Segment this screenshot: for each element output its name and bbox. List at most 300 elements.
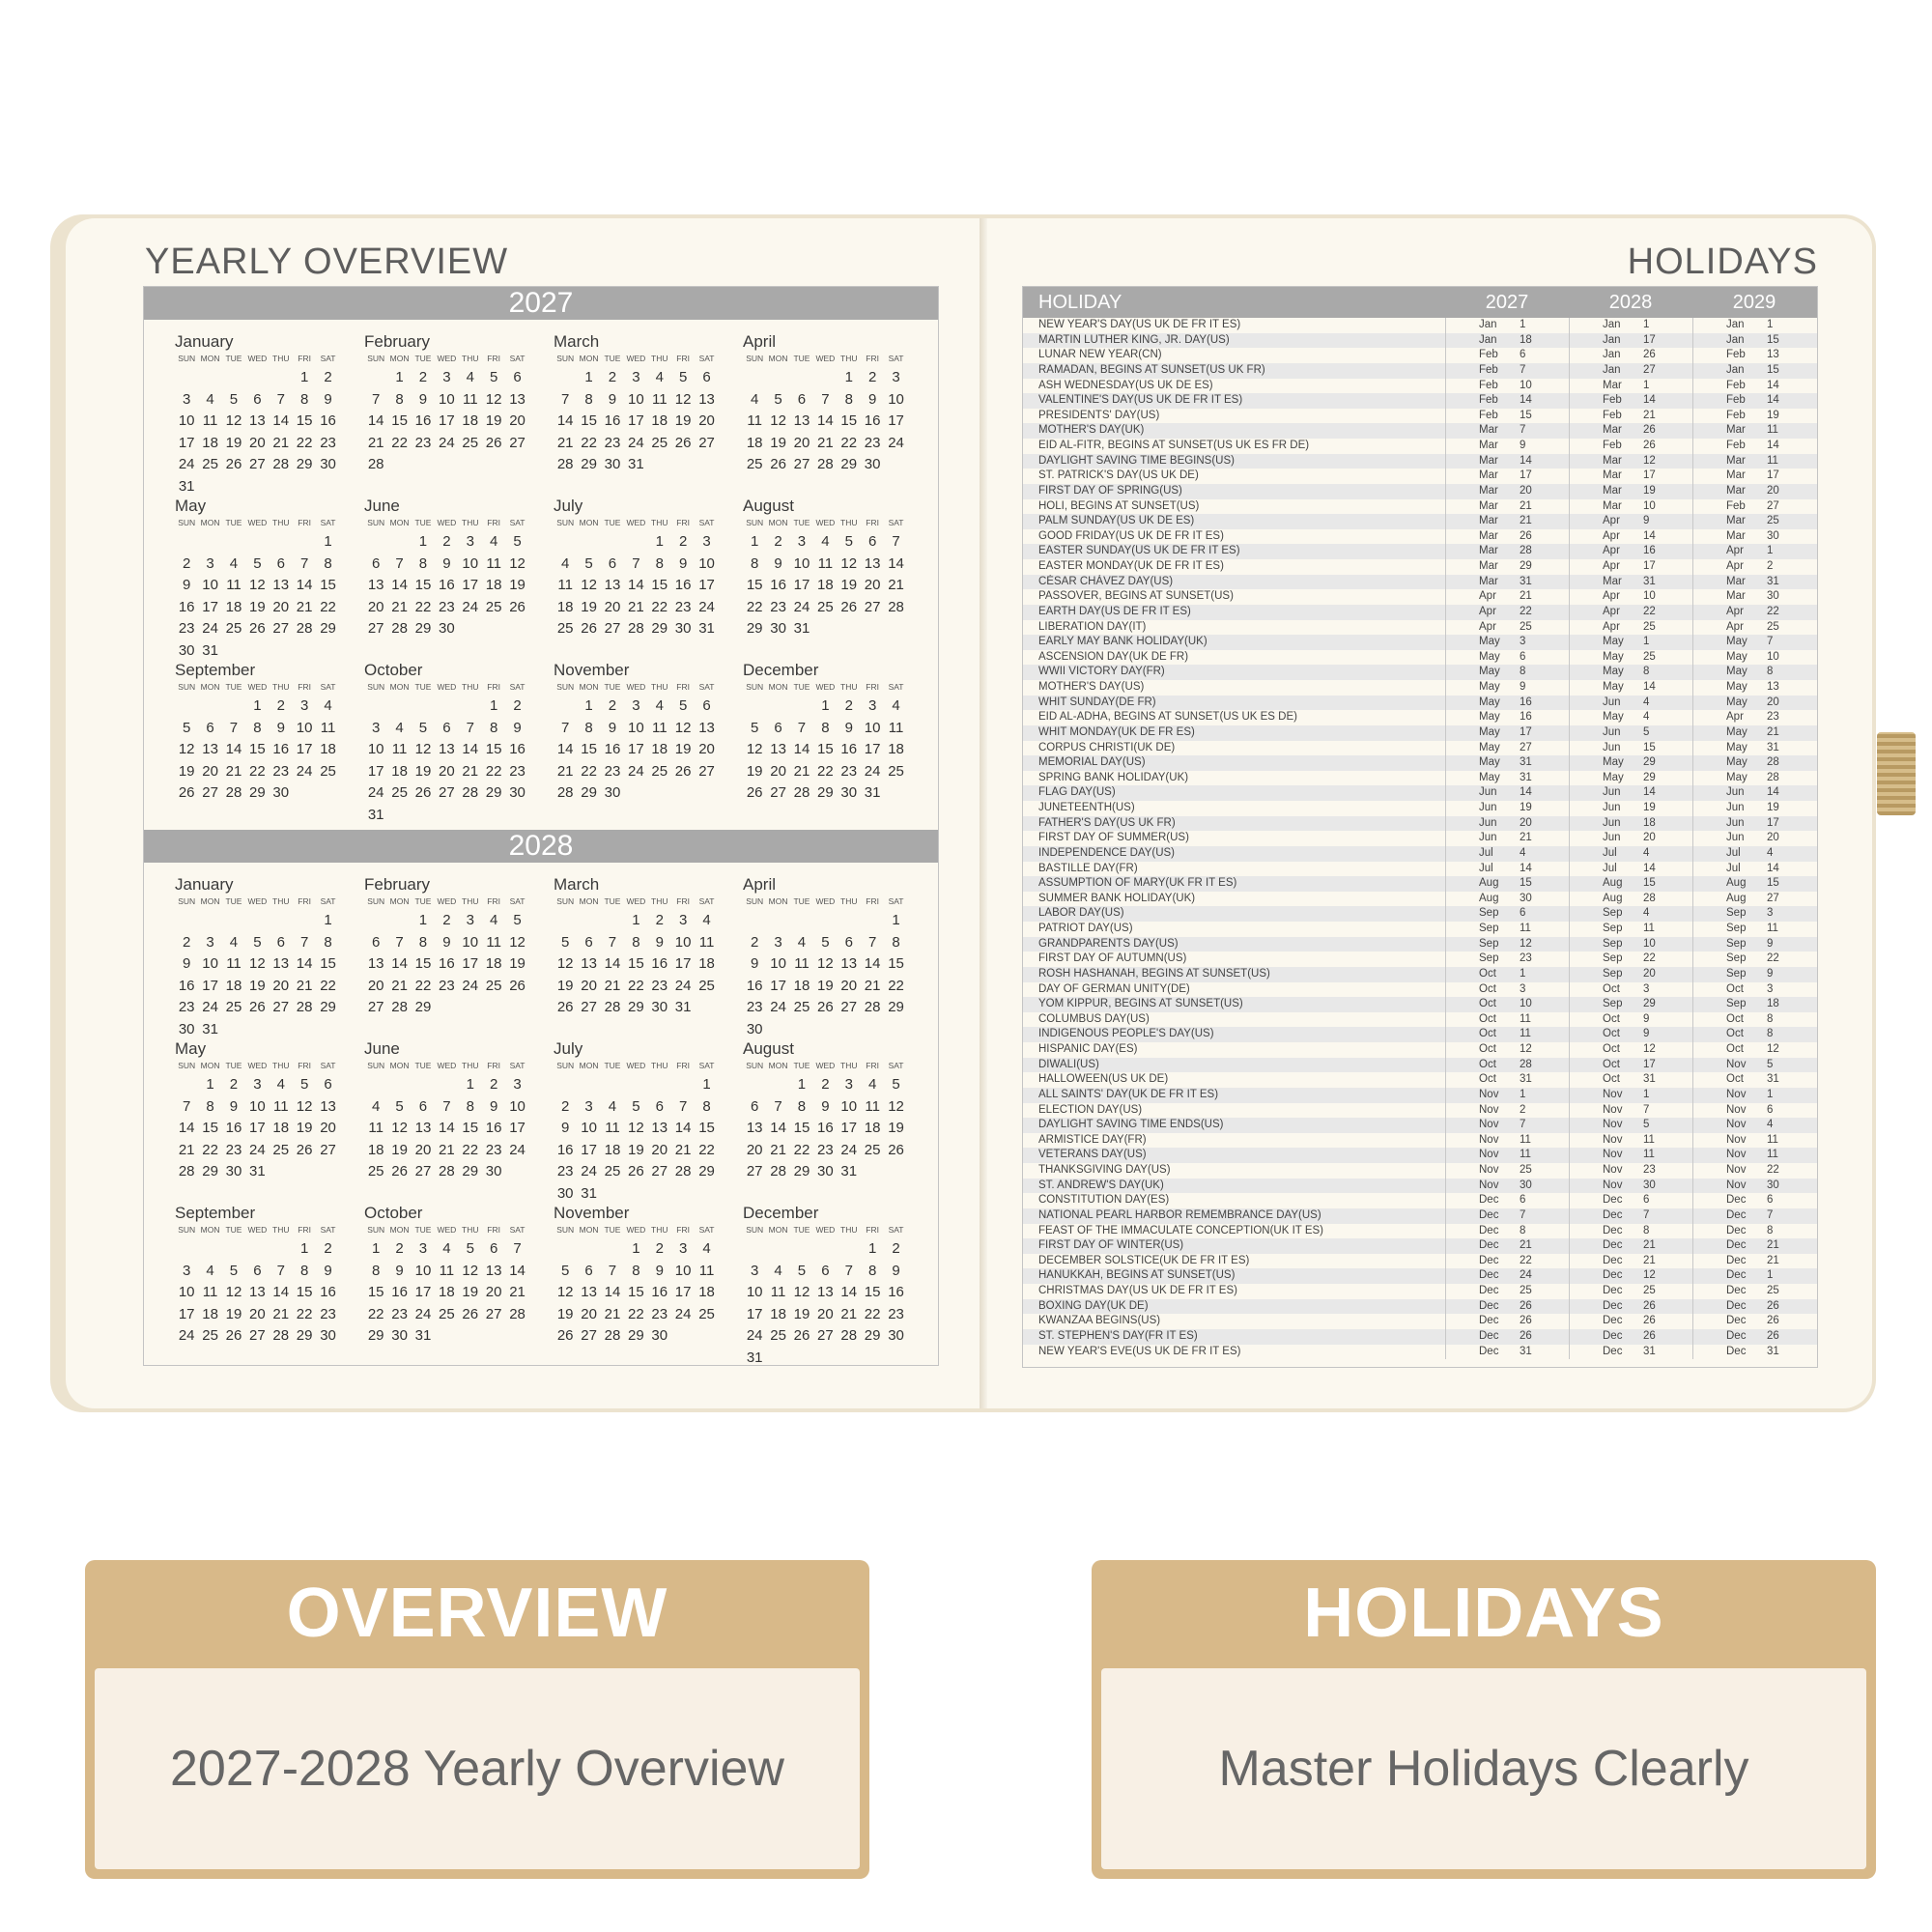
day-number: 19 xyxy=(746,762,763,780)
day-number: 12 xyxy=(462,1262,479,1279)
day-number: 16 xyxy=(817,1120,834,1136)
column-holiday: HOLIDAY xyxy=(1038,292,1122,313)
date-day: 27 xyxy=(1643,363,1656,376)
day-number: 31 xyxy=(202,641,218,659)
holiday-date xyxy=(1445,469,1569,484)
day-number: 7 xyxy=(276,390,285,408)
day-number: 2 xyxy=(442,533,451,550)
weekday-label: THU xyxy=(272,518,290,527)
day-number: 5 xyxy=(489,369,498,385)
weekday-label: MON xyxy=(389,518,410,527)
date-month: Jul xyxy=(1603,862,1617,874)
weekday-label: SUN xyxy=(367,682,385,692)
date-month: Dec xyxy=(1603,1315,1623,1327)
day-number: 25 xyxy=(202,456,218,472)
day-number: 28 xyxy=(770,1163,786,1179)
weekday-label: WED xyxy=(437,896,457,906)
day-number: 30 xyxy=(888,1327,904,1344)
day-number: 23 xyxy=(556,1163,574,1179)
date-day: 2 xyxy=(1767,560,1774,572)
holiday-row xyxy=(1023,785,1817,801)
weekday-label: WED xyxy=(815,518,836,527)
empty-day xyxy=(790,912,813,934)
weekday-label: SUN xyxy=(178,354,196,363)
date-month: Nov xyxy=(1726,1119,1747,1131)
holiday-name: CÉSAR CHÁVEZ DAY(US) xyxy=(1038,575,1174,587)
date-month: Apr xyxy=(1603,515,1620,527)
weekday-label: MON xyxy=(200,518,220,527)
holiday-date xyxy=(1445,1329,1569,1345)
weekday-label: SUN xyxy=(178,1225,196,1235)
day-number: 29 xyxy=(367,1327,384,1344)
empty-day xyxy=(790,369,813,391)
day-number: 4 xyxy=(276,1076,285,1093)
day-number: 20 xyxy=(698,741,715,757)
day-number: 18 xyxy=(202,1305,218,1322)
date-month: Jul xyxy=(1479,862,1493,874)
month-block xyxy=(743,333,932,497)
day-number: 21 xyxy=(391,977,408,994)
day-number: 6 xyxy=(442,719,451,736)
weekday-label: THU xyxy=(651,354,668,363)
date-month: Mar xyxy=(1479,545,1498,557)
day-number: 21 xyxy=(864,977,881,994)
date-day: 8 xyxy=(1520,1224,1526,1236)
holiday-date xyxy=(1692,1345,1816,1360)
date-month: Oct xyxy=(1726,1012,1744,1025)
date-month: Oct xyxy=(1726,1028,1744,1040)
day-number: 15 xyxy=(888,955,904,972)
holiday-date xyxy=(1445,785,1569,801)
month-name: May xyxy=(175,497,207,515)
holiday-name: FEAST OF THE IMMACULATE CONCEPTION(UK IT ES) xyxy=(1038,1224,1323,1236)
date-day: 4 xyxy=(1643,907,1650,920)
weekday-label: THU xyxy=(651,1061,668,1070)
book-spine xyxy=(980,218,987,1408)
date-day: 4 xyxy=(1643,846,1650,859)
empty-day xyxy=(671,1076,695,1098)
holiday-date xyxy=(1569,665,1692,680)
date-month: Apr xyxy=(1726,560,1744,572)
date-month: Dec xyxy=(1726,1194,1747,1207)
day-number: 7 xyxy=(372,390,381,408)
date-month: Dec xyxy=(1726,1208,1747,1221)
day-number: 4 xyxy=(206,390,214,408)
day-number: 9 xyxy=(774,554,782,572)
date-month: Jun xyxy=(1603,741,1621,753)
day-number: 27 xyxy=(864,598,881,615)
day-number: 11 xyxy=(226,955,242,972)
holiday-date xyxy=(1692,439,1816,454)
day-number: 18 xyxy=(391,762,408,780)
weekday-label: SUN xyxy=(556,1225,575,1235)
date-day: 15 xyxy=(1520,877,1532,890)
day-number: 15 xyxy=(296,1284,313,1300)
date-day: 26 xyxy=(1520,1315,1532,1327)
day-number: 3 xyxy=(678,912,688,928)
holiday-row xyxy=(1023,393,1817,409)
day-number: 22 xyxy=(414,598,432,615)
day-grid xyxy=(364,1240,554,1350)
date-month: Apr xyxy=(1479,590,1496,603)
date-day: 1 xyxy=(1767,545,1774,557)
date-month: Dec xyxy=(1726,1299,1747,1312)
date-day: 4 xyxy=(1643,696,1650,708)
day-number: 6 xyxy=(584,933,593,951)
weekday-label: SAT xyxy=(320,1225,336,1235)
date-day: 11 xyxy=(1643,1149,1655,1161)
date-month: Aug xyxy=(1603,892,1623,904)
weekday-label: SAT xyxy=(698,518,715,527)
day-number: 16 xyxy=(178,598,195,615)
date-day: 30 xyxy=(1767,590,1779,603)
holiday-date xyxy=(1692,529,1816,545)
date-day: 3 xyxy=(1520,636,1526,648)
holiday-date xyxy=(1692,1103,1816,1119)
date-day: 23 xyxy=(1767,711,1779,724)
day-number: 10 xyxy=(746,1284,763,1300)
date-day: 26 xyxy=(1643,1315,1656,1327)
date-month: Sep xyxy=(1479,937,1499,950)
month-block xyxy=(743,1205,932,1369)
day-number: 26 xyxy=(509,977,526,994)
holiday-date xyxy=(1445,1224,1569,1239)
date-month: May xyxy=(1479,650,1500,663)
day-number: 5 xyxy=(678,369,688,385)
holiday-date xyxy=(1692,559,1816,575)
day-number: 19 xyxy=(485,412,502,429)
date-month: May xyxy=(1603,636,1624,648)
weekday-label: FRI xyxy=(866,1225,879,1235)
holiday-date xyxy=(1692,1027,1816,1042)
day-number: 12 xyxy=(770,412,786,429)
weekday-label: FRI xyxy=(298,518,311,527)
day-number: 18 xyxy=(202,434,218,451)
day-number: 15 xyxy=(628,955,644,972)
day-number: 14 xyxy=(674,1120,692,1136)
day-number: 17 xyxy=(249,1120,266,1136)
holiday-date xyxy=(1445,906,1569,922)
day-number: 6 xyxy=(276,933,285,951)
day-number: 9 xyxy=(608,719,617,736)
day-number: 10 xyxy=(888,390,904,408)
day-number: 8 xyxy=(324,933,332,951)
weekday-label: TUE xyxy=(793,682,810,692)
day-number: 20 xyxy=(367,977,384,994)
day-grid xyxy=(554,533,743,642)
date-day: 1 xyxy=(1643,636,1650,648)
date-month: Oct xyxy=(1603,1012,1620,1025)
holiday-name: VALENTINE'S DAY(US UK DE FR IT ES) xyxy=(1038,394,1243,407)
day-number: 10 xyxy=(367,741,384,757)
day-grid xyxy=(175,697,364,807)
day-number: 5 xyxy=(229,390,239,408)
day-number: 3 xyxy=(844,1076,853,1093)
day-number: 8 xyxy=(751,554,759,572)
holiday-date xyxy=(1569,1042,1692,1058)
day-number: 27 xyxy=(698,434,715,451)
day-number: 23 xyxy=(272,762,290,780)
day-number: 1 xyxy=(584,369,593,385)
holiday-name: CONSTITUTION DAY(ES) xyxy=(1038,1194,1170,1207)
day-number: 19 xyxy=(509,955,526,972)
day-number: 15 xyxy=(651,577,668,593)
date-month: Jun xyxy=(1603,802,1621,813)
date-month: Jan xyxy=(1726,319,1745,330)
day-number: 28 xyxy=(439,1163,455,1179)
holiday-date xyxy=(1569,937,1692,952)
holiday-date xyxy=(1569,514,1692,529)
holiday-date xyxy=(1569,816,1692,832)
empty-day xyxy=(743,697,766,720)
day-number: 12 xyxy=(888,1097,904,1115)
day-number: 14 xyxy=(864,955,881,972)
holiday-date xyxy=(1445,620,1569,636)
date-day: 21 xyxy=(1767,1239,1779,1252)
day-number: 18 xyxy=(888,741,904,757)
month-name: November xyxy=(554,661,630,679)
day-number: 8 xyxy=(489,719,498,736)
day-number: 7 xyxy=(867,933,877,951)
day-grid xyxy=(175,1240,364,1350)
weekday-label: WED xyxy=(437,682,457,692)
date-day: 27 xyxy=(1520,741,1532,753)
empty-day xyxy=(554,1240,577,1263)
date-month: Apr xyxy=(1603,560,1620,572)
date-month: May xyxy=(1603,650,1624,663)
day-number: 21 xyxy=(178,1141,195,1158)
day-number: 6 xyxy=(655,1097,664,1115)
date-day: 30 xyxy=(1767,1179,1779,1191)
weekday-label: THU xyxy=(272,354,290,363)
date-month: Nov xyxy=(1726,1179,1747,1191)
date-month: Dec xyxy=(1726,1269,1747,1282)
day-number: 6 xyxy=(774,719,782,736)
day-number: 11 xyxy=(368,1120,384,1136)
date-day: 17 xyxy=(1643,560,1656,572)
holiday-name: SPRING BANK HOLIDAY(UK) xyxy=(1038,771,1189,783)
weekday-label: SAT xyxy=(320,682,336,692)
day-number: 11 xyxy=(557,577,573,593)
empty-day xyxy=(175,1076,198,1098)
day-number: 30 xyxy=(556,1184,574,1202)
day-number: 12 xyxy=(225,412,242,429)
holiday-date xyxy=(1569,423,1692,439)
date-month: Dec xyxy=(1479,1315,1499,1327)
weekday-header xyxy=(554,894,743,909)
day-number: 10 xyxy=(674,933,692,951)
month-name: June xyxy=(364,497,400,515)
day-number: 30 xyxy=(651,1327,668,1344)
holiday-row xyxy=(1023,1163,1817,1179)
date-day: 25 xyxy=(1767,1285,1779,1296)
month-block xyxy=(175,333,364,497)
empty-day xyxy=(577,1076,600,1098)
holiday-date xyxy=(1569,696,1692,711)
holiday-date xyxy=(1569,1329,1692,1345)
day-number: 23 xyxy=(864,434,881,451)
date-day: 4 xyxy=(1767,846,1774,859)
weekday-label: TUE xyxy=(793,354,810,363)
day-number: 2 xyxy=(655,912,664,928)
day-number: 31 xyxy=(628,456,644,472)
weekday-label: WED xyxy=(247,896,268,906)
weekday-label: SAT xyxy=(888,354,904,363)
weekday-label: SAT xyxy=(509,354,526,363)
date-month: Mar xyxy=(1603,379,1622,391)
day-number: 18 xyxy=(604,1141,621,1158)
empty-day xyxy=(554,533,577,555)
date-month: Mar xyxy=(1603,575,1622,587)
empty-day xyxy=(387,533,411,555)
holiday-date xyxy=(1692,710,1816,725)
weekday-label: TUE xyxy=(225,1225,242,1235)
weekday-label: TUE xyxy=(414,682,432,692)
day-number: 13 xyxy=(367,955,384,972)
day-number: 22 xyxy=(840,434,858,451)
weekday-label: MON xyxy=(389,682,410,692)
holiday-date xyxy=(1445,741,1569,756)
day-number: 20 xyxy=(793,434,810,451)
day-number: 22 xyxy=(462,1141,479,1158)
day-number: 11 xyxy=(320,719,336,736)
date-day: 12 xyxy=(1643,1043,1656,1055)
day-number: 18 xyxy=(439,1284,455,1300)
date-month: Dec xyxy=(1726,1285,1747,1296)
date-month: Jun xyxy=(1479,786,1497,799)
day-number: 3 xyxy=(774,933,782,951)
day-number: 28 xyxy=(272,1327,290,1344)
holiday-date xyxy=(1569,409,1692,424)
empty-day xyxy=(222,697,245,720)
weekday-label: FRI xyxy=(487,518,500,527)
day-number: 23 xyxy=(225,1141,242,1158)
day-number: 23 xyxy=(439,977,455,994)
holiday-name: DECEMBER SOLSTICE(UK DE FR IT ES) xyxy=(1038,1254,1250,1266)
day-number: 20 xyxy=(604,598,621,615)
day-number: 3 xyxy=(442,369,451,385)
holiday-date xyxy=(1445,876,1569,892)
date-month: Jun xyxy=(1603,786,1621,799)
day-number: 9 xyxy=(821,1097,830,1115)
holiday-row xyxy=(1023,982,1817,998)
day-number: 19 xyxy=(556,977,574,994)
date-month: May xyxy=(1726,741,1747,753)
weekday-label: THU xyxy=(272,1225,290,1235)
day-number: 28 xyxy=(817,456,834,472)
month-name: September xyxy=(175,1204,256,1222)
day-number: 25 xyxy=(272,1141,290,1158)
weekday-label: WED xyxy=(437,354,457,363)
date-day: 7 xyxy=(1643,1208,1650,1221)
month-block xyxy=(175,876,364,1040)
date-day: 5 xyxy=(1767,1058,1774,1070)
weekday-label: TUE xyxy=(225,682,242,692)
weekday-label: THU xyxy=(462,1225,479,1235)
day-number: 28 xyxy=(793,784,810,801)
holiday-date xyxy=(1445,1133,1569,1149)
date-day: 17 xyxy=(1767,469,1779,482)
day-number: 25 xyxy=(225,999,242,1015)
holiday-date xyxy=(1445,982,1569,998)
date-day: 30 xyxy=(1520,892,1532,904)
day-number: 30 xyxy=(604,456,621,472)
day-number: 6 xyxy=(608,554,617,572)
empty-day xyxy=(245,1240,269,1263)
day-number: 29 xyxy=(320,620,336,637)
day-number: 9 xyxy=(442,554,451,572)
date-day: 6 xyxy=(1520,1194,1526,1207)
date-month: Dec xyxy=(1479,1269,1499,1282)
holiday-date xyxy=(1569,846,1692,862)
day-number: 20 xyxy=(272,598,290,615)
day-number: 1 xyxy=(867,1240,877,1257)
day-number: 2 xyxy=(442,912,451,928)
weekday-label: WED xyxy=(437,1061,457,1070)
day-number: 14 xyxy=(604,1284,621,1300)
day-number: 17 xyxy=(202,598,218,615)
day-number: 21 xyxy=(556,762,574,780)
holiday-row xyxy=(1023,514,1817,529)
holiday-row xyxy=(1023,1284,1817,1299)
day-number: 12 xyxy=(485,390,502,408)
date-month: May xyxy=(1726,681,1747,693)
yearly-overview-title: YEARLY OVERVIEW xyxy=(145,242,509,282)
empty-day xyxy=(175,533,198,555)
date-month: Dec xyxy=(1479,1239,1499,1252)
date-day: 12 xyxy=(1643,1269,1656,1282)
day-number: 28 xyxy=(391,620,408,637)
date-day: 19 xyxy=(1767,802,1779,813)
holiday-date xyxy=(1569,1058,1692,1073)
date-day: 31 xyxy=(1520,1073,1532,1086)
day-number: 14 xyxy=(439,1120,455,1136)
date-month: Jan xyxy=(1479,333,1497,346)
day-number: 9 xyxy=(751,955,759,972)
day-number: 20 xyxy=(817,1305,834,1322)
date-month: Apr xyxy=(1726,620,1744,633)
day-number: 10 xyxy=(178,1284,195,1300)
date-month: May xyxy=(1726,756,1747,769)
day-number: 11 xyxy=(202,412,218,429)
day-number: 15 xyxy=(793,1120,810,1136)
holiday-date xyxy=(1569,831,1692,846)
weekday-label: THU xyxy=(462,896,479,906)
day-number: 5 xyxy=(632,1097,640,1115)
day-grid xyxy=(743,1240,932,1371)
holiday-date xyxy=(1692,1284,1816,1299)
day-number: 22 xyxy=(628,977,644,994)
day-number: 29 xyxy=(462,1163,479,1179)
date-month: Feb xyxy=(1479,379,1498,391)
day-number: 1 xyxy=(892,912,900,928)
holiday-name: DAY OF GERMAN UNITY(DE) xyxy=(1038,982,1190,995)
day-number: 28 xyxy=(604,999,621,1015)
holiday-name: LIBERATION DAY(IT) xyxy=(1038,620,1147,633)
weekday-label: SAT xyxy=(888,682,904,692)
date-day: 25 xyxy=(1520,1164,1532,1176)
weekday-label: FRI xyxy=(676,354,690,363)
date-month: Oct xyxy=(1603,1073,1620,1086)
holiday-date xyxy=(1692,1042,1816,1058)
weekday-label: SUN xyxy=(367,1225,385,1235)
day-number: 29 xyxy=(628,999,644,1015)
day-number: 6 xyxy=(513,369,522,385)
holiday-date xyxy=(1445,423,1569,439)
weekday-label: WED xyxy=(626,518,646,527)
holiday-name: BASTILLE DAY(FR) xyxy=(1038,862,1138,874)
empty-day xyxy=(293,533,316,555)
